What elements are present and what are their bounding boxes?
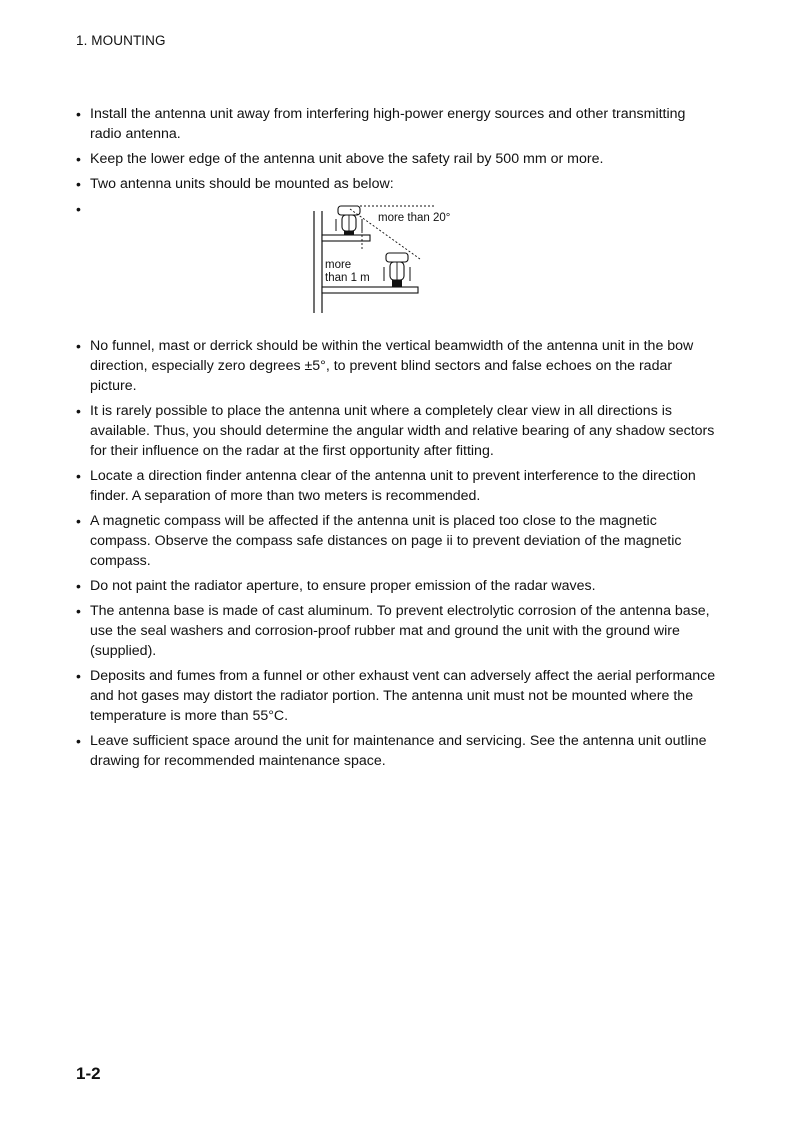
bullet-item: • No funnel, mast or derrick should be within the vertical beamwidth of the antenna unit in the bow direction, especially zero degrees ±5°, to prevent blind sectors and false echoes on the radar picture. <box>76 336 716 396</box>
mounting-guidelines-list <box>76 104 716 776</box>
angle-label: • more than 20° <box>378 212 451 224</box>
upper-antenna-icon <box>336 206 362 235</box>
distance-label-line1: more <box>325 259 352 271</box>
lower-platform <box>322 287 418 293</box>
bullet-item: • Deposits and fumes from a funnel or other exhaust vent can adversely affect the aerial performance and hot gases may distort the radiator portion. The antenna unit must not be mounted where the temperature is more than 55°C. <box>76 666 716 726</box>
distance-label-line2: than 1 m <box>325 272 370 284</box>
upper-platform <box>322 235 370 241</box>
two-antenna-diagram <box>300 201 500 315</box>
bullet-item: • Keep the lower edge of the antenna unit above the safety rail by 500 mm or more. <box>76 149 716 169</box>
bullet-item: • Leave sufficient space around the unit for maintenance and servicing. See the antenna unit outline drawing for recommended maintenance space. <box>76 731 716 771</box>
bullet-item: • It is rarely possible to place the antenna unit where a completely clear view in all directions is available. Thus, you should determine the angular width and relative bearing of any shadow sectors for their influence on the radar at the first opportunity after fitting. <box>76 401 716 461</box>
bullet-item: • Do not paint the radiator aperture, to ensure proper emission of the radar waves. <box>76 576 716 596</box>
page-number: 1-2 <box>76 1064 101 1083</box>
bullet-item: • Locate a direction finder antenna clear of the antenna unit to prevent interference to the direction finder. A separation of more than two meters is recommended. <box>76 466 716 506</box>
antenna-mounting-figure <box>76 199 716 331</box>
bullet-item: • A magnetic compass will be affected if the antenna unit is placed too close to the magnetic compass. Observe the compass safe distances on page ii to prevent deviation of the magnetic compass. <box>76 511 716 571</box>
lower-antenna-icon <box>384 253 410 287</box>
bullet-item: • The antenna base is made of cast aluminum. To prevent electrolytic corrosion of the antenna base, use the seal washers and corrosion-proof rubber mat and ground the unit with the ground wire (supplied). <box>76 601 716 661</box>
running-header: 1. MOUNTING <box>76 33 166 48</box>
bullet-item: • Install the antenna unit away from interfering high-power energy sources and other transmitting radio antenna. <box>76 104 716 144</box>
bullet-item: • Two antenna units should be mounted as below: <box>76 174 716 194</box>
